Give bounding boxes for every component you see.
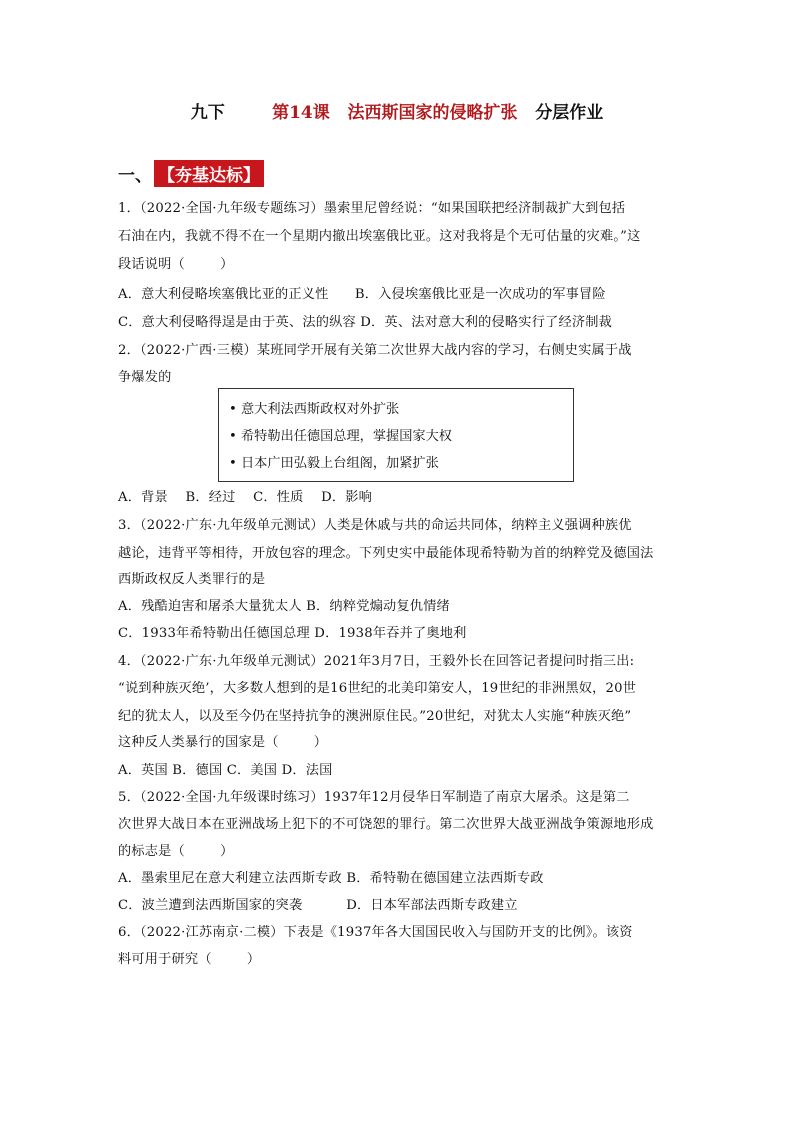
q2-line-2: 争爆发的: [118, 370, 172, 385]
q3-line-1: 3．（2022·广东·九年级单元测试）人类是休戚与共的命运共同体，纳粹主义强调种族优: [118, 518, 632, 533]
q1-line-3: 段话说明（ ）: [118, 257, 234, 272]
q5-line-1: 5．（2022·全国·九年级课时练习）1937年12月侵华日军制造了南京大屠杀。这是第二: [118, 790, 630, 805]
q4-line-2: “说到种族灭绝’，大多数人想到的是16世纪的北美印第安人，19世纪的非洲黑奴，20世: [118, 681, 637, 696]
q3-line-2: 越论，违背平等相待，开放包容的理念。下列史实中最能体现希特勒为首的纳粹党及德国法: [118, 546, 654, 561]
section-label: 【夯基达标】: [154, 160, 264, 187]
q2-fact-box: [218, 388, 574, 482]
q5-options-c-d: C．波兰遭到法西斯国家的突袭 D．日本军部法西斯专政建立: [118, 898, 518, 913]
title-prefix: 九下: [190, 103, 225, 123]
q1-options-a-b: A．意大利侵略埃塞俄比亚的正义性 B．入侵埃塞俄比亚是一次成功的军事冒险: [118, 287, 606, 302]
q3-options-c-d: C．1933年希特勒出任德国总理 D．1938年吞并了奥地利: [118, 626, 467, 641]
q4-line-3: 纪的犹太人，以及至今仍在坚持抗争的澳洲原住民。”20世纪，对犹太人实施“种族灭绝”: [118, 709, 632, 724]
q5-line-3: 的标志是（ ）: [118, 844, 234, 859]
q5-options-a-b: A．墨索里尼在意大利建立法西斯专政 B．希特勒在德国建立法西斯专政: [118, 871, 544, 886]
q2-line-1: 2．（2022·广西·三模）某班同学开展有关第二次世界大战内容的学习，右侧史实属于战: [118, 343, 632, 358]
q5-line-2: 次世界大战日本在亚洲战场上犯下的不可饶恕的罪行。第二次世界大战亚洲战争策源地形成: [118, 817, 654, 832]
page-title: [0, 98, 794, 123]
q6-line-1: 6．（2022·江苏南京·二模）下表是《1937年各大国国民收入与国防开支的比例》。该资: [118, 925, 633, 940]
title-suffix: 分层作业: [535, 103, 604, 123]
section-number: 一、: [118, 166, 152, 186]
fact-item: • 日本广田弘毅上台组阁，加紧扩张: [229, 456, 439, 471]
q1-line-2: 石油在内，我就不得不在一个星期内撤出埃塞俄比亚。这对我将是个无可估量的灾难。”这: [118, 229, 641, 244]
q3-options-a-b: A．残酷迫害和屠杀大量犹太人 B．纳粹党煽动复仇情绪: [118, 599, 450, 614]
q3-line-3: 西斯政权反人类罪行的是: [118, 572, 266, 587]
q4-options: A．英国 B．德国 C．美国 D．法国: [118, 763, 333, 778]
q4-line-1: 4．（2022·广东·九年级单元测试）2021年3月7日，王毅外长在回答记者提问时指三出:: [118, 654, 635, 669]
q4-line-4: 这种反人类暴行的国家是（ ）: [118, 735, 328, 750]
q2-options: A．背景 B．经过 C．性质 D．影响: [118, 490, 373, 505]
q1-options-c-d: C．意大利侵略得逞是由于英、法的纵容 D．英、法对意大利的侵略实行了经济制裁: [118, 315, 613, 330]
fact-item: • 意大利法西斯政权对外扩张: [229, 402, 400, 417]
q6-line-2: 料可用于研究（ ）: [118, 952, 261, 967]
q1-line-1: 1．（2022·全国·九年级专题练习）墨索里尼曾经说：“如果国联把经济制裁扩大到包括: [118, 201, 626, 216]
fact-item: • 希特勒出任德国总理，掌握国家大权: [229, 429, 452, 444]
section-heading: [118, 160, 264, 187]
title-lesson: 第14课 法西斯国家的侵略扩张: [272, 103, 518, 123]
